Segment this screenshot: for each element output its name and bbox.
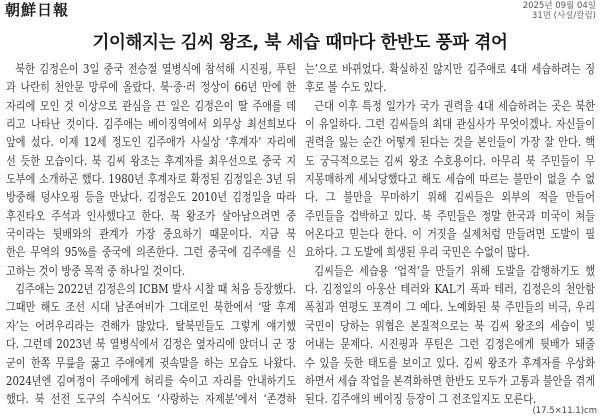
page-section: 31면 (사설/칼럼) [531, 11, 596, 21]
article-column-left [6, 60, 296, 409]
article-line: 는’으로 바뀌었다. 확실하진 않지만 김주애로 4대 세습하려는 징 [305, 62, 595, 76]
newspaper-logo: 朝鮮日報 [5, 1, 70, 19]
article-line: 선 듯한 모습이다. 북 김씨 왕조는 후계자를 최우선으로 중국 지 [6, 153, 296, 168]
article-line: 한은 무역의 95%를 중국에 의존한다. 그런 중국에 김주애를 신 [6, 245, 296, 260]
headline: 기이해지는 김씨 왕조, 북 세습 때마다 한반도 풍파 겪어 [92, 33, 508, 53]
article-line: 김주애는 2022년 김정은의 ICBM 발사 시찰 때 처음 등장했다. [15, 282, 296, 297]
article-line: 주민들을 겁박하고 있다. 북 주민들은 정말 한국과 미국이 쳐들 [305, 208, 595, 223]
article-line: 자리에 모인 것 이상으로 관심을 끈 일은 김정은이 딸 주애를 데 [6, 98, 296, 113]
article-line: 폭침과 연평도 포격이 그 예다. 노예화된 북 주민들의 비극, 우리 [305, 300, 595, 315]
article-line: 된다. 김주애의 베이징 등장이 그 전조일지도 모른다. [305, 392, 537, 407]
article-line: 지몽매하게 세뇌당했다고 해도 세습에 따르는 불만이 없을 수 없 [305, 172, 595, 187]
article-line: 도 궁극적으로는 김씨 왕조 수호용이다. 아무리 북 주민들이 무 [305, 153, 595, 168]
article-line: 근대 이후 특정 일가가 국가 권력을 4대 세습하려는 곳은 북한 [314, 98, 595, 113]
article-line: 요하다. 그 도발에 희생된 우리 국민은 수없이 많다. [305, 245, 530, 260]
article-line: 다. 그런데 2023년 북 열병식에서 김정은 옆자리에 앉더니 군 장 [6, 337, 296, 352]
article-line: 국이라는 뒷배와의 관계가 가장 중요하기 때문이다. 지금 북 [6, 227, 296, 242]
article-line: 북한 김정은이 3일 중국 전승절 열병식에 참석해 시진핑, 푸틴 [15, 62, 296, 76]
article-line: 리고 나타난 것이다. 김주애는 베이징역에서 외무상 최선희보다 [6, 117, 296, 132]
article-line: 후로 볼 수도 있다. [305, 80, 387, 95]
article-line: 군이 한쪽 무릎을 꿇고 주애에게 귓속말을 하는 모습도 나왔다. [6, 355, 296, 370]
article-line: 이 유일하다. 그런 김씨들의 최대 관심사가 무엇이겠나. 자신들이 [305, 117, 595, 132]
article-line: 어내는 문제다. 시진핑과 푸틴은 그런 김정은에게 뒷배가 돼줄 [305, 337, 595, 352]
article-line: 김씨들은 세습용 ‘업적’을 만들기 위해 도발을 감행하기도 했 [314, 263, 595, 278]
article-line: 도부에 소개하곤 했다. 1980년 후계자로 확정된 김정일은 3년 뒤 [6, 172, 296, 187]
article-line: 하면서 세습 작업을 본격화하면 한반도 모두가 고통과 불안을 겪게 [305, 373, 595, 388]
article-line: 자’는 어려우리라는 견해가 많았다. 탈북민들도 그렇게 얘기했 [6, 318, 296, 333]
article-line: 했다. 북 선전 도구의 수식어도 ‘사랑하는 자제분’에서 ‘존경하 [6, 392, 296, 407]
article-line: 2024년엔 김여정이 주애에게 허리를 숙이고 자리를 안내하기도 [6, 373, 296, 388]
publication-info [523, 1, 596, 21]
clipping-size: (17.5×11.1)cm [532, 406, 597, 416]
article-line: 고하는 것이 방중 목적 중 하나일 것이다. [6, 263, 186, 278]
article-line: 어온다고 믿는다 한다. 이 거짓을 실제처럼 만들려면 도발이 필 [305, 227, 595, 242]
article-line: 수 있을 듯한 태도를 보이고 있다. 김씨 왕조가 후계자를 우상화 [305, 355, 595, 370]
article-line: 앞에 섰다. 이제 12세 정도인 김주애가 사실상 ‘후계자’ 자리에 [6, 135, 296, 150]
article-line: 권력을 잃는 순간 어떻게 된다는 것을 본인들이 가장 잘 안다. 핵 [305, 135, 595, 150]
article-line: 다. 그 불만을 무마하기 위해 김씨들은 외부의 적을 만들어 [305, 190, 595, 205]
article-line: 후진타오 주석과 인사했다고 한다. 북 왕조가 살아남으려면 중 [6, 208, 296, 223]
publication-date: 2025년 09월 04일 [522, 1, 596, 11]
article-line: 과 나란히 천안문 망루에 올랐다. 북·중·러 정상이 66년 만에 한 [6, 80, 296, 95]
article-line: 방중해 덩샤오핑 등을 만났다. 김정은도 2010년 김정일을 따라 [6, 190, 296, 205]
article-column-right [305, 60, 595, 409]
article-line: 그때만 해도 조선 시대 남존여비가 그대로인 북한에서 ‘딸 후계 [6, 300, 296, 315]
article-line: 다. 김정일의 아웅산 테러와 KAL기 폭파 테러, 김정은의 천안함 [305, 282, 595, 297]
article-line: 국민이 당하는 위협은 본질적으로는 북 김씨 왕조의 세습이 빚 [305, 318, 595, 333]
